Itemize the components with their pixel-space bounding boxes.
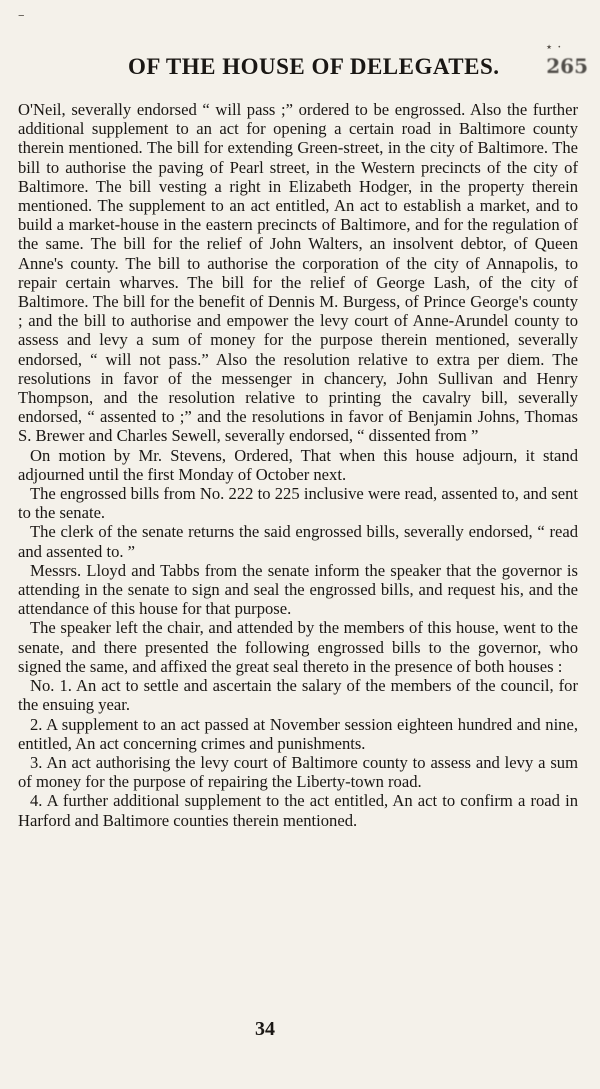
paragraph: No. 1. An act to settle and ascertain the salary of the members of the council, for the ensuing year. (18, 676, 578, 715)
paragraph: The engrossed bills from No. 222 to 225 inclusive were read, assented to, and sent to the senate. (18, 484, 578, 523)
paragraph: 2. A supplement to an act passed at November session eighteen hundred and nine, entitled, An act concerning crimes and punishments. (18, 714, 578, 753)
paragraph: Messrs. Lloyd and Tabbs from the senate inform the speaker that the governor is attending in the senate to sign and seal the engrossed bills, and request his, and the attendance of this house for that purpose. (18, 560, 578, 619)
paragraph: 3. An act authorising the levy court of Baltimore county to assess and levy a sum of money for the purpose of repairing the Liberty-town road. (18, 752, 578, 792)
margin-mark: – (18, 8, 25, 23)
header-title: OF THE HOUSE OF DELEGATES. (128, 54, 500, 79)
paragraph: The clerk of the senate returns the said engrossed bills, severally endorsed, “ read and assented to. ” (18, 522, 578, 561)
paragraph: The speaker left the chair, and attended by the members of this house, went to the senate, and there presented the following engrossed bills to the governor, who signed the same, and affixed the great seal thereto in the presence of both houses : (18, 618, 578, 676)
document-page (18, 0, 588, 1089)
paragraph: 4. A further additional supplement to the act entitled, An act to confirm a road in Harford and Baltimore counties therein mentioned. (18, 791, 578, 830)
body-text (18, 100, 578, 830)
folio: 34 (255, 1018, 275, 1040)
paragraph: O'Neil, severally endorsed “ will pass ;” ordered to be engrossed. Also the further additional supplement to an act for opening a certain road in Baltimore county therein mentioned. The bill for extending Green-street, in the city of Baltimore. The bill to authorise the paving of Pearl street, in the Western precincts of the city of Baltimore. The bill vesting a right in Elizabeth Hodger, in the property therein mentioned. The supplement to an act entitled, An act to establish a market, and to build a market-house in the eastern precincts of Baltimore, and for the regulation of the same. The bill for the relief of John Walters, an insolvent debtor, of Queen Anne's county. The bill to authorise the corporation of the city of Annapolis, to repair certain wharves. The bill for the relief of George Lash, of the city of Baltimore. The bill for the benefit of Dennis M. Burgess, of Prince George's county ; and the bill to authorise and empower the levy court of Anne-Arundel county to assess and levy a sum of money for the purpose therein mentioned, severally endorsed, “ will not pass.” Also the resolution relative to extra per diem. The resolutions in favor of the messenger in chancery, John Sullivan and Henry Thompson, and the resolution relative to printing the cavalry bill, severally endorsed, “ assented to ;” and the resolutions in favor of Benjamin Johns, Thomas S. Brewer and Charles Sewell, severally endorsed, “ dissented from ” (18, 100, 578, 446)
margin-mark: ⋆ · (545, 40, 562, 55)
header-page-number: 265 (546, 54, 588, 78)
paragraph: On motion by Mr. Stevens, Ordered, That when this house adjourn, it stand adjourned until the first Monday of October next. (18, 445, 578, 484)
running-header (18, 50, 588, 90)
